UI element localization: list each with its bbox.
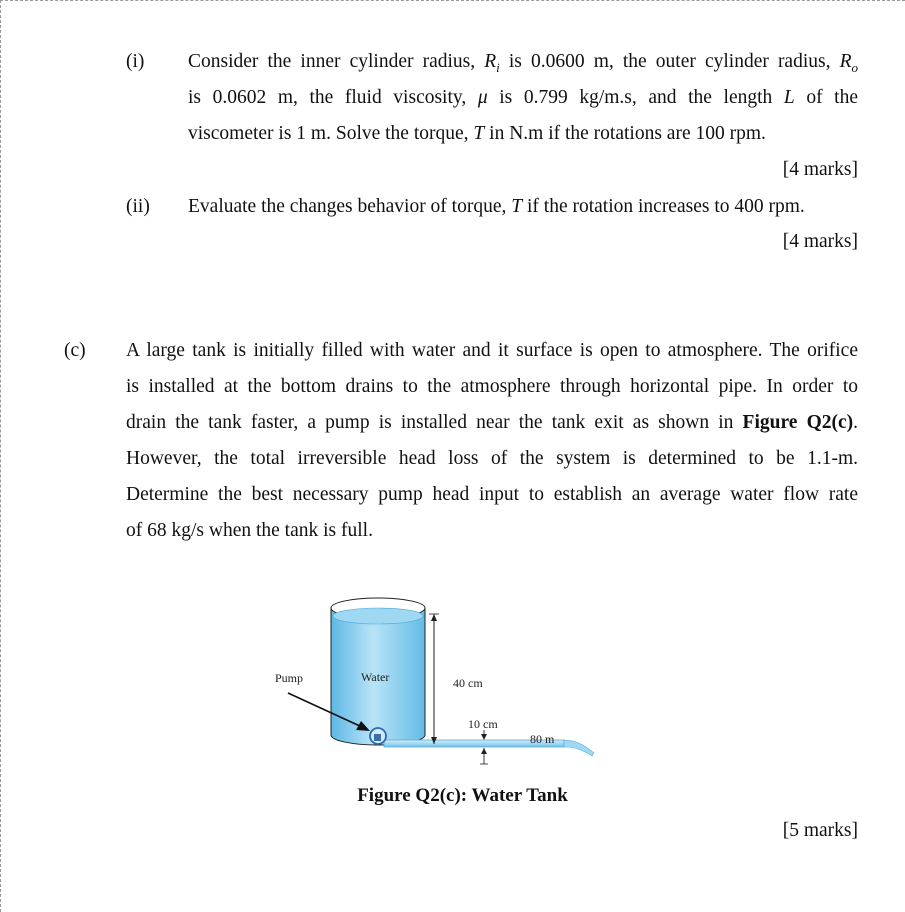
pipe-diameter-label: 10 cm [468, 717, 498, 731]
part-c-line-2: is installed at the bottom drains to the atmosphere through horizontal pipe. In order to [126, 376, 858, 397]
part-c-line-6: of 68 kg/s when the tank is full. [126, 520, 373, 541]
part-ii-label: (ii) [126, 196, 150, 217]
part-i-line-2: is 0.0602 m, the fluid viscosity, μ is 0.799 kg/m.s, and the length L of the [188, 87, 858, 108]
part-c-line-3: drain the tank faster, a pump is installed near the tank exit as shown in Figure Q2(c). [126, 412, 858, 433]
part-ii-text: Evaluate the changes behavior of torque, T if the rotation increases to 400 rpm. [188, 196, 805, 217]
part-c-line-1: A large tank is initially filled with water and it surface is open to atmosphere. The orifice [126, 340, 858, 361]
pump-label: Pump [275, 671, 304, 685]
figure-caption: Figure Q2(c): Water Tank [357, 785, 568, 806]
figure-reference: Figure Q2(c) [742, 412, 854, 433]
part-c-line-4: However, the total irreversible head loss of the system is determined to be 1.1-m. [126, 448, 858, 469]
part-c-label: (c) [64, 340, 86, 361]
part-i-line-3: viscometer is 1 m. Solve the torque, T in N.m if the rotations are 100 rpm. [188, 123, 766, 144]
part-c-line-5: Determine the best necessary pump head input to establish an average water flow rate [126, 484, 858, 505]
drain-pipe [384, 740, 594, 756]
part-i-marks: [4 marks] [782, 159, 858, 180]
height-dimension [429, 614, 439, 744]
part-i-label: (i) [126, 51, 145, 72]
part-c-marks: [5 marks] [782, 820, 858, 841]
part-i-line-1: Consider the inner cylinder radius, $R_i$ is 0.0600 m, the outer cylinder radius, $R_o$ [188, 51, 858, 75]
pipe-length-label: 80 m [530, 732, 555, 746]
height-label: 40 cm [453, 676, 483, 690]
water-label: Water [361, 670, 390, 684]
pump-icon [370, 728, 386, 744]
part-ii-marks: [4 marks] [782, 231, 858, 252]
